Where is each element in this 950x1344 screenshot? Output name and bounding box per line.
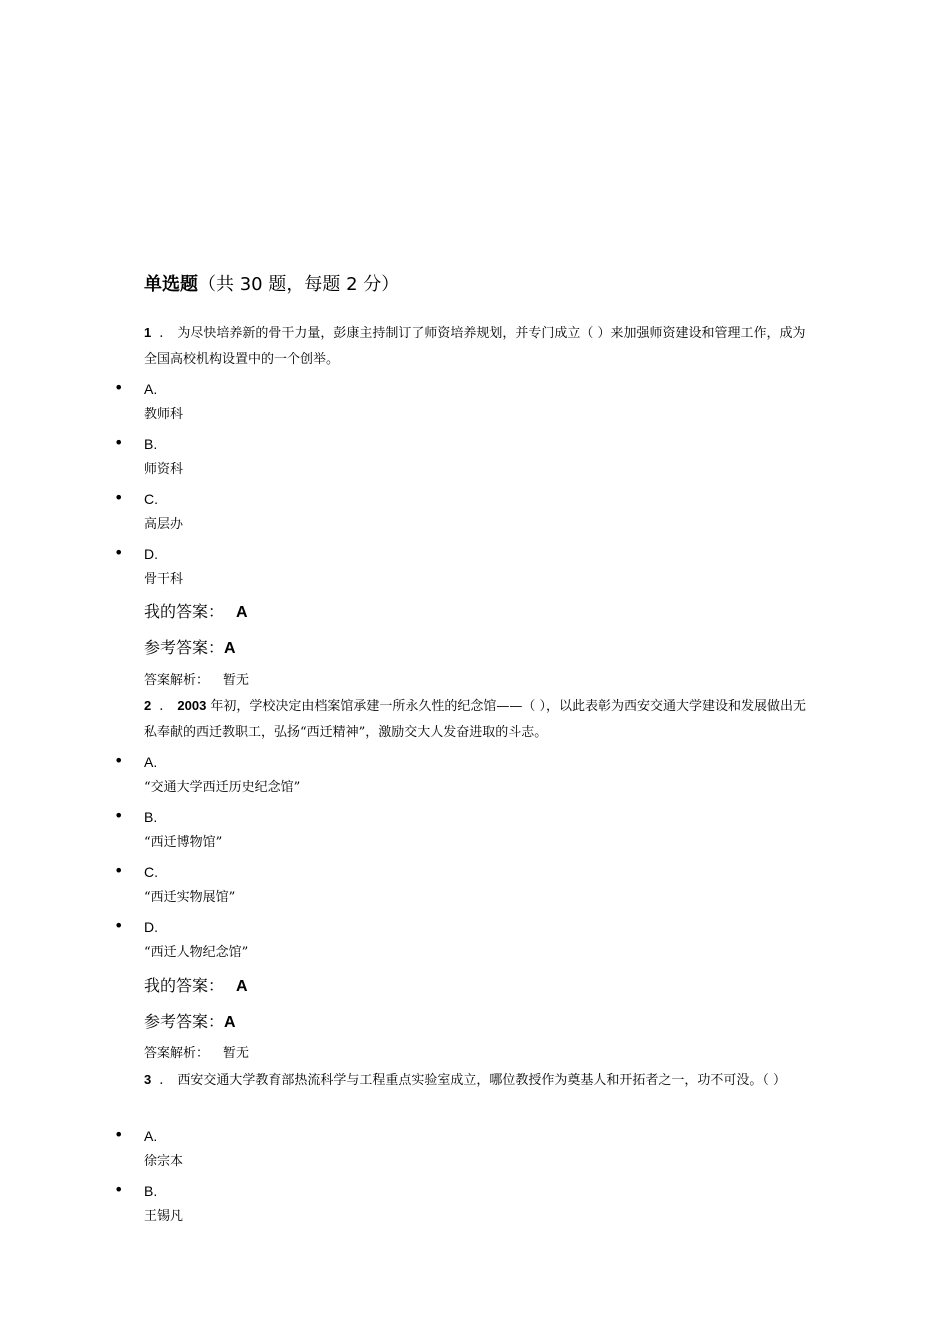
question-text: 年初，学校决定由档案馆承建一所永久性的纪念馆——（ ），以此表彰为西安交通大学建设和发展做出无私奉献的西迁教职工，弘扬“西迁精神”，激励交大人发奋进取的斗志。 bbox=[144, 699, 807, 740]
reference-answer-label: 参考答案： bbox=[144, 638, 225, 657]
reference-answer bbox=[144, 637, 236, 660]
section-title bbox=[144, 272, 399, 298]
option-text[interactable]: “交通大学西迁历史纪念馆” bbox=[144, 780, 301, 795]
my-answer bbox=[144, 975, 248, 998]
option-letter[interactable]: B. bbox=[144, 1183, 158, 1199]
bullet-icon: • bbox=[114, 543, 124, 562]
option-text[interactable]: 王锡凡 bbox=[144, 1209, 184, 1224]
bullet-icon: • bbox=[114, 806, 124, 825]
option-text[interactable]: 徐宗本 bbox=[144, 1154, 184, 1169]
option-letter[interactable]: B. bbox=[144, 809, 158, 825]
bullet-icon: • bbox=[114, 751, 124, 770]
section-title-main: 单选题 bbox=[144, 274, 198, 295]
bullet-icon: • bbox=[114, 488, 124, 507]
option-text[interactable]: 教师科 bbox=[144, 407, 184, 422]
reference-answer bbox=[144, 1011, 236, 1034]
answer-analysis bbox=[144, 1045, 249, 1063]
my-answer-label: 我的答案： bbox=[144, 976, 225, 995]
question-text: 西安交通大学教育部热流科学与工程重点实验室成立，哪位教授作为奠基人和开拓者之一，功不可没。（ ） bbox=[177, 1073, 787, 1088]
analysis-label: 答案解析： bbox=[144, 673, 210, 688]
option-letter[interactable]: A. bbox=[144, 381, 158, 397]
question-number: 1 bbox=[144, 325, 152, 340]
bullet-icon: • bbox=[114, 861, 124, 880]
my-answer-label: 我的答案： bbox=[144, 602, 225, 621]
analysis-value: 暂无 bbox=[223, 673, 250, 688]
option-letter[interactable]: A. bbox=[144, 1128, 158, 1144]
question-number: 2 bbox=[144, 698, 152, 713]
option-letter[interactable]: C. bbox=[144, 491, 158, 507]
question-dot: . bbox=[159, 326, 164, 341]
option-letter[interactable]: D. bbox=[144, 919, 158, 935]
reference-answer-value: A bbox=[224, 640, 236, 657]
my-answer-value: A bbox=[236, 978, 248, 995]
question-3 bbox=[144, 1067, 814, 1094]
bullet-icon: • bbox=[114, 433, 124, 452]
bullet-icon: • bbox=[114, 916, 124, 935]
option-text[interactable]: “西迁实物展馆” bbox=[144, 890, 236, 905]
answer-analysis bbox=[144, 672, 249, 690]
question-2 bbox=[144, 693, 814, 746]
option-letter[interactable]: A. bbox=[144, 754, 158, 770]
analysis-value: 暂无 bbox=[223, 1046, 250, 1061]
option-text[interactable]: 师资科 bbox=[144, 462, 184, 477]
option-letter[interactable]: D. bbox=[144, 546, 158, 562]
bullet-icon: • bbox=[114, 1125, 124, 1144]
reference-answer-value: A bbox=[224, 1014, 236, 1031]
analysis-label: 答案解析： bbox=[144, 1046, 210, 1061]
reference-answer-label: 参考答案： bbox=[144, 1012, 225, 1031]
question-dot: . bbox=[159, 1073, 164, 1088]
bullet-icon: • bbox=[114, 378, 124, 397]
question-year: 2003 bbox=[177, 698, 207, 713]
option-text[interactable]: 高层办 bbox=[144, 517, 184, 532]
option-text[interactable]: 骨干科 bbox=[144, 572, 184, 587]
section-title-sub: （共 30 题，每题 2 分） bbox=[198, 274, 400, 295]
option-letter[interactable]: C. bbox=[144, 864, 158, 880]
question-dot: . bbox=[159, 699, 164, 714]
question-number: 3 bbox=[144, 1072, 152, 1087]
my-answer bbox=[144, 601, 248, 624]
option-text[interactable]: “西迁人物纪念馆” bbox=[144, 945, 249, 960]
question-text: 为尽快培养新的骨干力量，彭康主持制订了师资培养规划，并专门成立（ ）来加强师资建设和管理工作，成为全国高校机构设置中的一个创举。 bbox=[144, 326, 806, 367]
option-letter[interactable]: B. bbox=[144, 436, 158, 452]
my-answer-value: A bbox=[236, 604, 248, 621]
bullet-icon: • bbox=[114, 1180, 124, 1199]
option-text[interactable]: “西迁博物馆” bbox=[144, 835, 223, 850]
question-1 bbox=[144, 320, 814, 373]
